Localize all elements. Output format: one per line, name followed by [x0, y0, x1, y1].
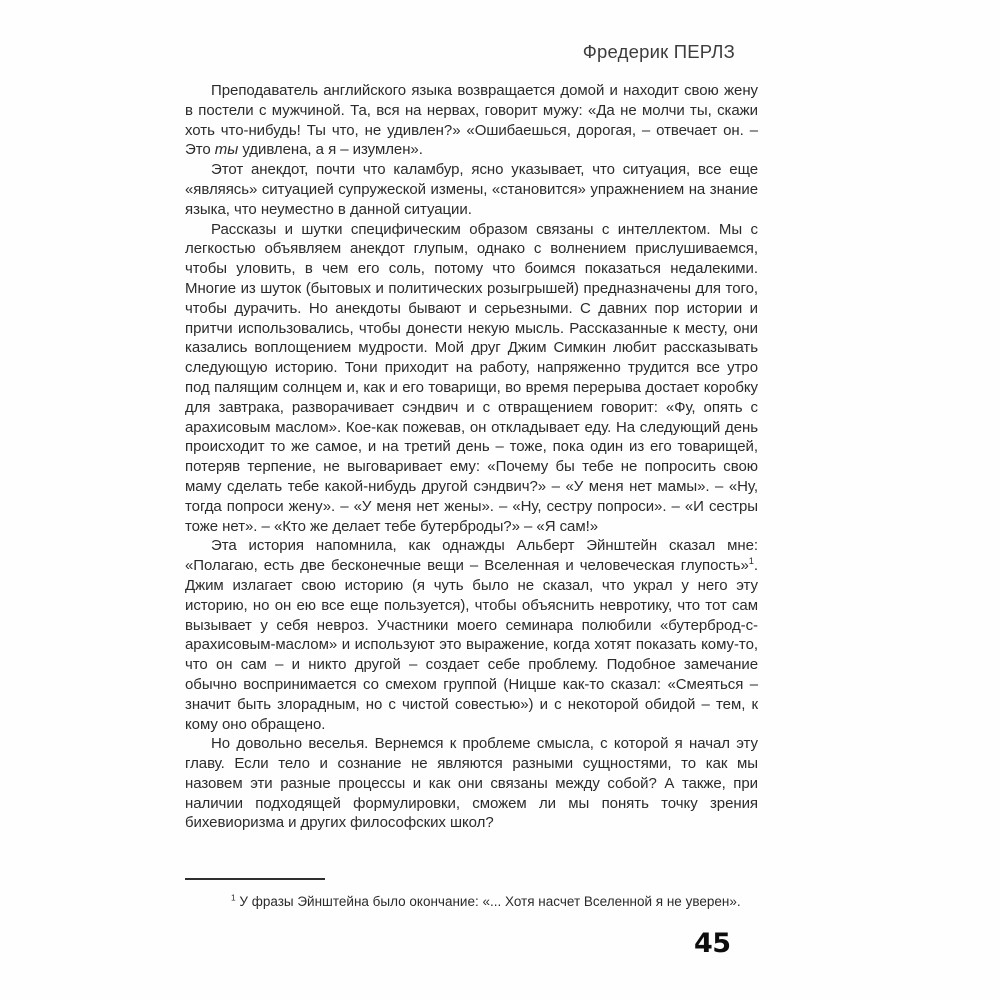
text-segment: Но довольно веселья. Вернемся к проблеме смысла, с которой я начал эту главу. Если тело и сознание не являются разными сущностями, то как мы назовем эти разные процессы и как они связаны между собой? А также, при наличии подходящей формулировки, сможем ли мы понять точку зрения бихевиоризма и других философских школ?	[185, 735, 758, 832]
footnote-marker: 1	[231, 892, 236, 903]
text-segment: удивлена, а я – изумлен».	[238, 141, 423, 159]
running-header: Фредерик ПЕРЛЗ	[582, 41, 735, 62]
footnote-marker: 1	[748, 556, 754, 567]
paragraph	[185, 734, 758, 833]
footnote	[185, 893, 758, 910]
body-text	[185, 81, 758, 833]
text-segment: ты	[214, 141, 239, 159]
text-segment: Рассказы и шутки специфическим образом связаны с интеллектом. Мы с легкостью объявляем анекдот глупым, однако с волнением прислушиваемся, чтобы уловить, в чем его соль, потому что боимся показаться недалекими. Многие из шуток (бытовых и политических розыгрышей) предназначены для того, чтобы дурачить. Но анекдоты бывают и серьезными. С давних пор истории и притчи использовались, чтобы донести некую мысль. Рассказанные к месту, они казались воплощением мудрости. Мой друг Джим Симкин любит рассказывать следующую историю. Тони приходит на работу, напряженно трудится все утро под палящим солнцем и, как и его товарищи, во время перерыва достает коробку для завтрака, разворачивает сэндвич и с отвращением говорит: «Фу, опять с арахисовым маслом». Кое-как пожевав, он откладывает еду. На следующий день происходит то же самое, и на третий день – тоже, пока один из его товарищей, потеряв терпение, не выговаривает ему: «Почему бы тебе не попросить свою маму сделать тебе какой-нибудь другой сэндвич?» – «У меня нет мамы». – «Ну, тогда попроси жену». – «У меня нет жены». – «Ну, сестру попроси». – «И сестры тоже нет». – «Кто же делает тебе бутерброды?» – «Я сам!»	[185, 220, 758, 535]
text-segment: Преподаватель английского языка возвращается домой и находит свою жену в постели с мужчиной. Та, вся на нервах, говорит мужу: «Да не молчи ты, скажи хоть что-нибудь! Ты что, не удивлен?» «Ошибаешься, дорогая, – отвечает он. – Это	[185, 82, 758, 159]
page-number: 45	[694, 928, 731, 959]
paragraph	[185, 81, 758, 160]
text-segment: У фразы Эйнштейна было окончание: «... Хотя насчет Вселенной я не уверен».	[235, 894, 741, 909]
text-segment: Эта история напомнила, как однажды Альберт Эйнштейн сказал мне: «Полагаю, есть две бесконечные вещи – Вселенная и человеческая глупость»	[185, 537, 758, 575]
text-segment: Этот анекдот, почти что каламбур, ясно указывает, что ситуация, все еще «являясь» ситуацией супружеской измены, «становится» упражнением на знание языка, что неуместно в данной ситуации.	[185, 161, 758, 218]
paragraph	[185, 160, 758, 219]
paragraph	[185, 220, 758, 537]
footnote-divider	[185, 878, 325, 880]
paragraph	[185, 536, 758, 734]
text-segment: . Джим излагает свою историю (я чуть было не сказал, что украл у него эту историю, но он ею все еще пользуется), чтобы объяснить невротику, что тот сам вызывает у себя невроз. Участники моего семинара полюбили «бутерброд-с-арахисовым-маслом» и используют это выражение, когда хотят показать кому-то, что он сам – и никто другой – создает себе проблему. Подобное замечание обычно воспринимается со смехом группой (Ницше как-то сказал: «Смеяться – значит быть злорадным, но с чистой совестью») и с некоторой обидой – тем, к кому оно обращено.	[185, 557, 758, 733]
